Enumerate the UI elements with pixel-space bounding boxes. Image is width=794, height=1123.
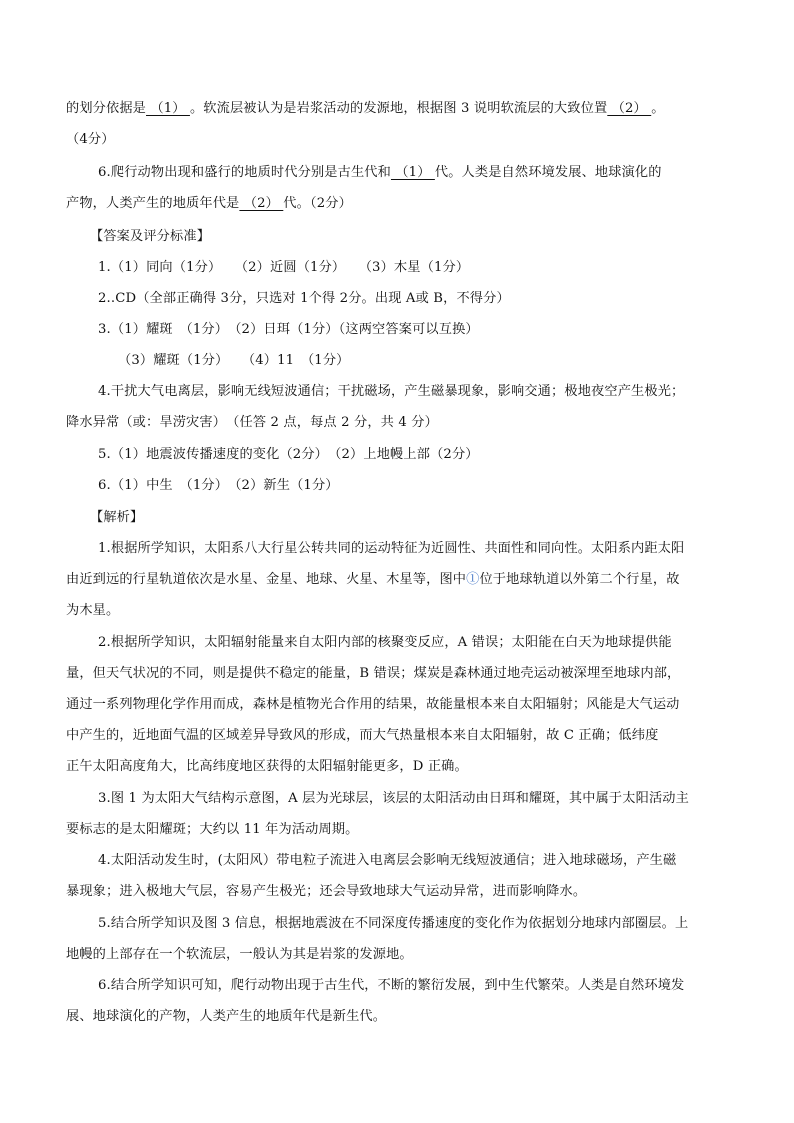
q6-line-1 (98, 164, 662, 182)
answers-heading: 【答案及评分标准】 (90, 229, 211, 244)
analysis-line: 4.太阳活动发生时，(太阳风）带电粒子流进入电离层会影响无线短波通信；进入地球磁场，产生磁 (98, 853, 677, 868)
q6-text: 产物，人类产生的地质年代是 (66, 196, 240, 211)
analysis-line: 2.根据所学知识，太阳辐射能量来自太阳内部的核聚变反应，A 错误；太阳能在白天为地球提供能 (98, 635, 672, 650)
analysis-text: 由近到远的行星轨道依次是水星、金星、地球、火星、木星等，图中 (66, 572, 467, 587)
analysis-line: 中产生的，近地面气温的区域差异导致风的形成，而大气热量根本来自太阳辐射，故 C 正确；低纬度 (66, 728, 659, 743)
answer-line: 1.（1）同向（1分） （2）近圆（1分） （3）木星（1分） (98, 260, 470, 275)
analysis-line: 1.根据所学知识，太阳系八大行星公转共同的运动特征为近圆性、共面性和同向性。太阳系内距太阳 (98, 541, 685, 556)
answer-line: （3）耀斑（1分） （4）11 （1分） (118, 353, 350, 368)
q6-blank-1: （1） (390, 165, 435, 180)
q5-blank-1: （1） (146, 101, 190, 116)
answer-line: 2..CD（全部正确得 3分，只选对 1个得 2分。出现 A或 B，不得分） (98, 291, 510, 306)
analysis-line: 6.结合所学知识可知，爬行动物出现于古生代，不断的繁衍发展，到中生代繁荣。人类是自然环境发 (98, 978, 685, 993)
q5-line-1 (66, 100, 665, 118)
q6-blank-2: （2） (239, 196, 284, 211)
answer-line: 5.（1）地震波传播速度的变化（2分） （2）上地幔上部（2分） (98, 447, 479, 462)
answer-line: 3.（1）耀斑 （1分） （2）日珥（1分）（这两空答案可以互换） (98, 322, 479, 337)
analysis-line: 为木星。 (66, 603, 120, 618)
q6-text: 代。人类是自然环境发展、地球演化的 (434, 165, 662, 180)
q5-text: 的划分依据是 (66, 101, 147, 116)
answer-line: 降水异常（或：旱涝灾害） （任答 2 点，每点 2 分，共 4 分） (66, 415, 438, 430)
analysis-line: 3.图 1 为太阳大气结构示意图，A 层为光球层，该层的太阳活动由日珥和耀斑，其中属于太阳活动主 (98, 791, 689, 806)
q6-text: 6.爬行动物出现和盛行的地质时代分别是古生代和 (98, 165, 391, 180)
analysis-line (66, 571, 680, 589)
q5-line-2: （4分） (66, 132, 115, 147)
answer-line: 4.干扰大气电离层，影响无线短波通信；干扰磁场，产生磁暴现象，影响交通；极地夜空产生极光； (98, 384, 685, 399)
analysis-text: 位于地球轨道以外第二个行星，故 (479, 572, 680, 587)
analysis-line: 5.结合所学知识及图 3 信息，根据地震波在不同深度传播速度的变化作为依据划分地球内部圈层。上 (98, 916, 689, 931)
analysis-line: 正午太阳高度角大，比高纬度地区获得的太阳辐射能更多，D 正确。 (66, 759, 468, 774)
analysis-line: 要标志的是太阳耀斑；大约以 11 年为活动周期。 (66, 822, 359, 837)
q6-line-2 (66, 195, 352, 213)
analysis-line: 通过一系列物理化学作用而成，森林是植物光合作用的结果，故能量根本来自太阳辐射；风能是大气运动 (66, 697, 680, 712)
q5-blank-2: （2） (607, 101, 652, 116)
analysis-line: 暴现象；进入极地大气层，容易产生极光；还会导致地球大气运动异常，进而影响降水。 (66, 884, 587, 899)
analysis-line: 地幔的上部存在一个软流层，一般认为其是岩浆的发源地。 (66, 947, 413, 962)
circled-number-one: ① (466, 572, 480, 587)
analysis-line: 展、地球演化的产物，人类产生的地质年代是新生代。 (66, 1009, 387, 1024)
analysis-line: 量，但天气状况的不同，则是提供不稳定的能量，B 错误；煤炭是森林通过地壳运动被深埋至地球内部， (66, 666, 681, 681)
answer-line: 6.（1）中生 （1分） （2）新生（1分） (98, 478, 339, 493)
q6-text: 代。（2分） (283, 196, 352, 211)
q5-text: 。软流层被认为是岩浆活动的发源地，根据图 3 说明软流层的大致位置 (189, 101, 608, 116)
analysis-heading: 【解析】 (90, 510, 144, 525)
q5-text: 。 (651, 101, 665, 116)
